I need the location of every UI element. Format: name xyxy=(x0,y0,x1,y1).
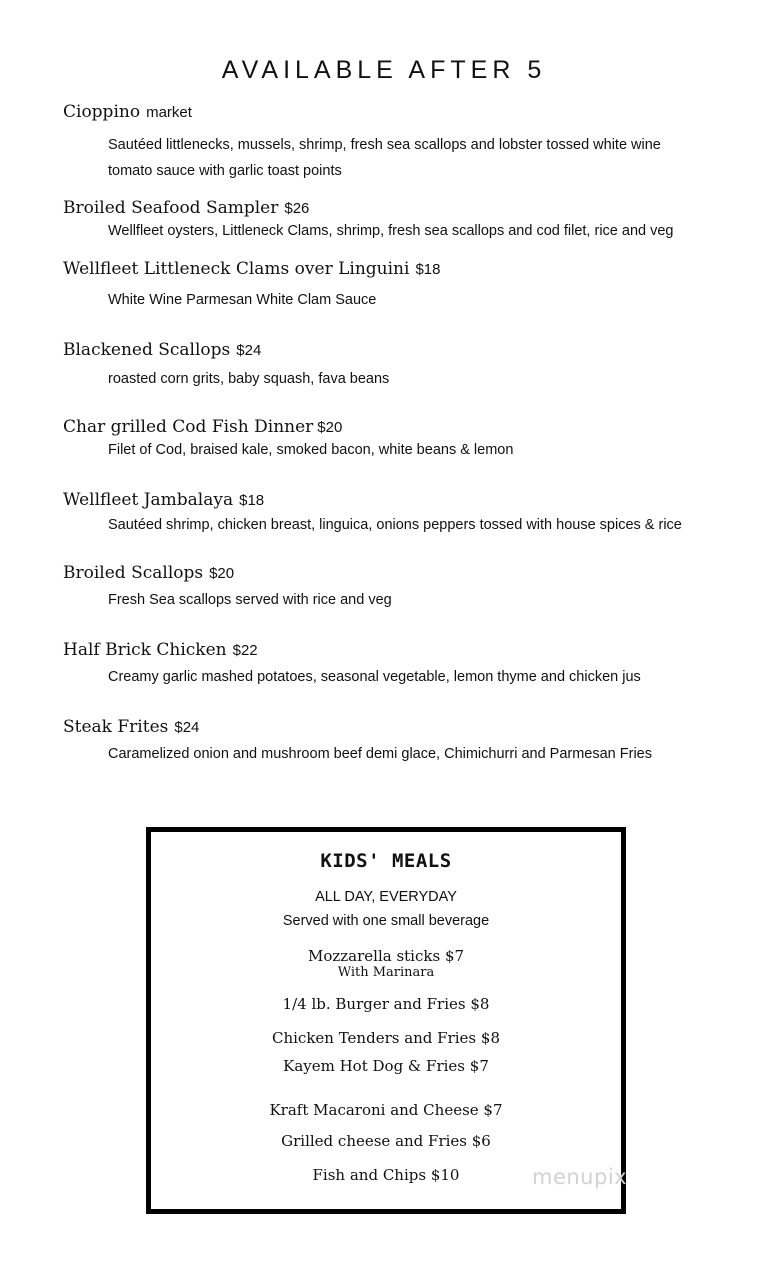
item-description: roasted corn grits, baby squash, fava beans xyxy=(108,371,390,387)
item-price: $18 xyxy=(415,261,441,278)
kids-meals-title: KIDS' MEALS xyxy=(320,850,452,872)
item-title xyxy=(63,102,753,122)
menu-item-wellfleet-jambalaya xyxy=(63,490,753,538)
kids-item-note-marinara: With Marinara xyxy=(337,965,435,980)
item-description: Caramelized onion and mushroom beef demi glace, Chimichurri and Parmesan Fries xyxy=(108,746,652,762)
menu-item-cod-fish-dinner xyxy=(63,417,753,463)
item-description: Sautéed shrimp, chicken breast, linguica, onions peppers tossed with house spices & rice xyxy=(108,517,682,533)
kids-item-mozzarella-sticks: Mozzarella sticks $7 xyxy=(307,947,465,965)
kids-item-mac-and-cheese: Kraft Macaroni and Cheese $7 xyxy=(269,1101,503,1119)
item-title xyxy=(63,717,753,737)
item-title xyxy=(63,640,753,660)
item-price: $20 xyxy=(317,419,343,436)
kids-meals-beverage-note: Served with one small beverage xyxy=(282,913,490,929)
item-description: Filet of Cod, braised kale, smoked bacon, white beans & lemon xyxy=(108,442,514,458)
menu-heading: AVAILABLE AFTER 5 xyxy=(221,56,547,84)
item-price: $24 xyxy=(236,342,262,359)
item-description: Wellfleet oysters, Littleneck Clams, shrimp, fresh sea scallops and cod filet, rice and veg xyxy=(108,223,674,239)
menu-item-half-brick-chicken xyxy=(63,640,753,690)
item-name: Wellfleet Littleneck Clams over Linguini xyxy=(63,259,410,279)
item-name: Broiled Seafood Sampler xyxy=(63,198,279,218)
item-name: Wellfleet Jambalaya xyxy=(63,490,234,510)
item-description: Sautéed littlenecks, mussels, shrimp, fresh sea scallops and lobster tossed white wine xyxy=(108,137,661,153)
item-title xyxy=(63,417,753,437)
item-price: market xyxy=(146,104,192,121)
item-name: Steak Frites xyxy=(63,717,169,737)
item-name: Blackened Scallops xyxy=(63,340,231,360)
menu-item-steak-frites xyxy=(63,717,753,767)
item-price: $26 xyxy=(284,200,310,217)
menu-item-blackened-scallops xyxy=(63,340,753,392)
menu-item-cioppino xyxy=(63,102,753,184)
item-title xyxy=(63,490,753,510)
kids-item-grilled-cheese: Grilled cheese and Fries $6 xyxy=(281,1132,491,1150)
menupix-watermark: menupix xyxy=(532,1165,628,1189)
kids-item-fish-and-chips: Fish and Chips $10 xyxy=(312,1166,460,1184)
item-name: Char grilled Cod Fish Dinner xyxy=(63,417,314,437)
item-description: White Wine Parmesan White Clam Sauce xyxy=(108,292,377,308)
item-title xyxy=(63,198,753,218)
item-description: tomato sauce with garlic toast points xyxy=(108,163,342,179)
kids-item-chicken-tenders: Chicken Tenders and Fries $8 xyxy=(271,1029,500,1047)
item-title xyxy=(63,340,753,360)
item-name: Cioppino xyxy=(63,102,141,122)
item-price: $22 xyxy=(232,642,258,659)
item-name: Broiled Scallops xyxy=(63,563,204,583)
kids-item-hot-dog: Kayem Hot Dog & Fries $7 xyxy=(283,1057,489,1075)
menu-item-broiled-scallops xyxy=(63,563,753,613)
item-price: $18 xyxy=(239,492,265,509)
item-price: $24 xyxy=(174,719,200,736)
item-title xyxy=(63,563,753,583)
item-description: Creamy garlic mashed potatoes, seasonal vegetable, lemon thyme and chicken jus xyxy=(108,669,641,685)
kids-item-burger: 1/4 lb. Burger and Fries $8 xyxy=(282,995,490,1013)
item-title xyxy=(63,259,753,279)
item-price: $20 xyxy=(209,565,235,582)
menu-item-littleneck-clams xyxy=(63,259,753,313)
kids-meals-availability: ALL DAY, EVERYDAY xyxy=(315,889,457,905)
menu-item-broiled-seafood-sampler xyxy=(63,198,753,244)
item-name: Half Brick Chicken xyxy=(63,640,227,660)
kids-meals-box xyxy=(146,827,626,1214)
item-description: Fresh Sea scallops served with rice and veg xyxy=(108,592,392,608)
